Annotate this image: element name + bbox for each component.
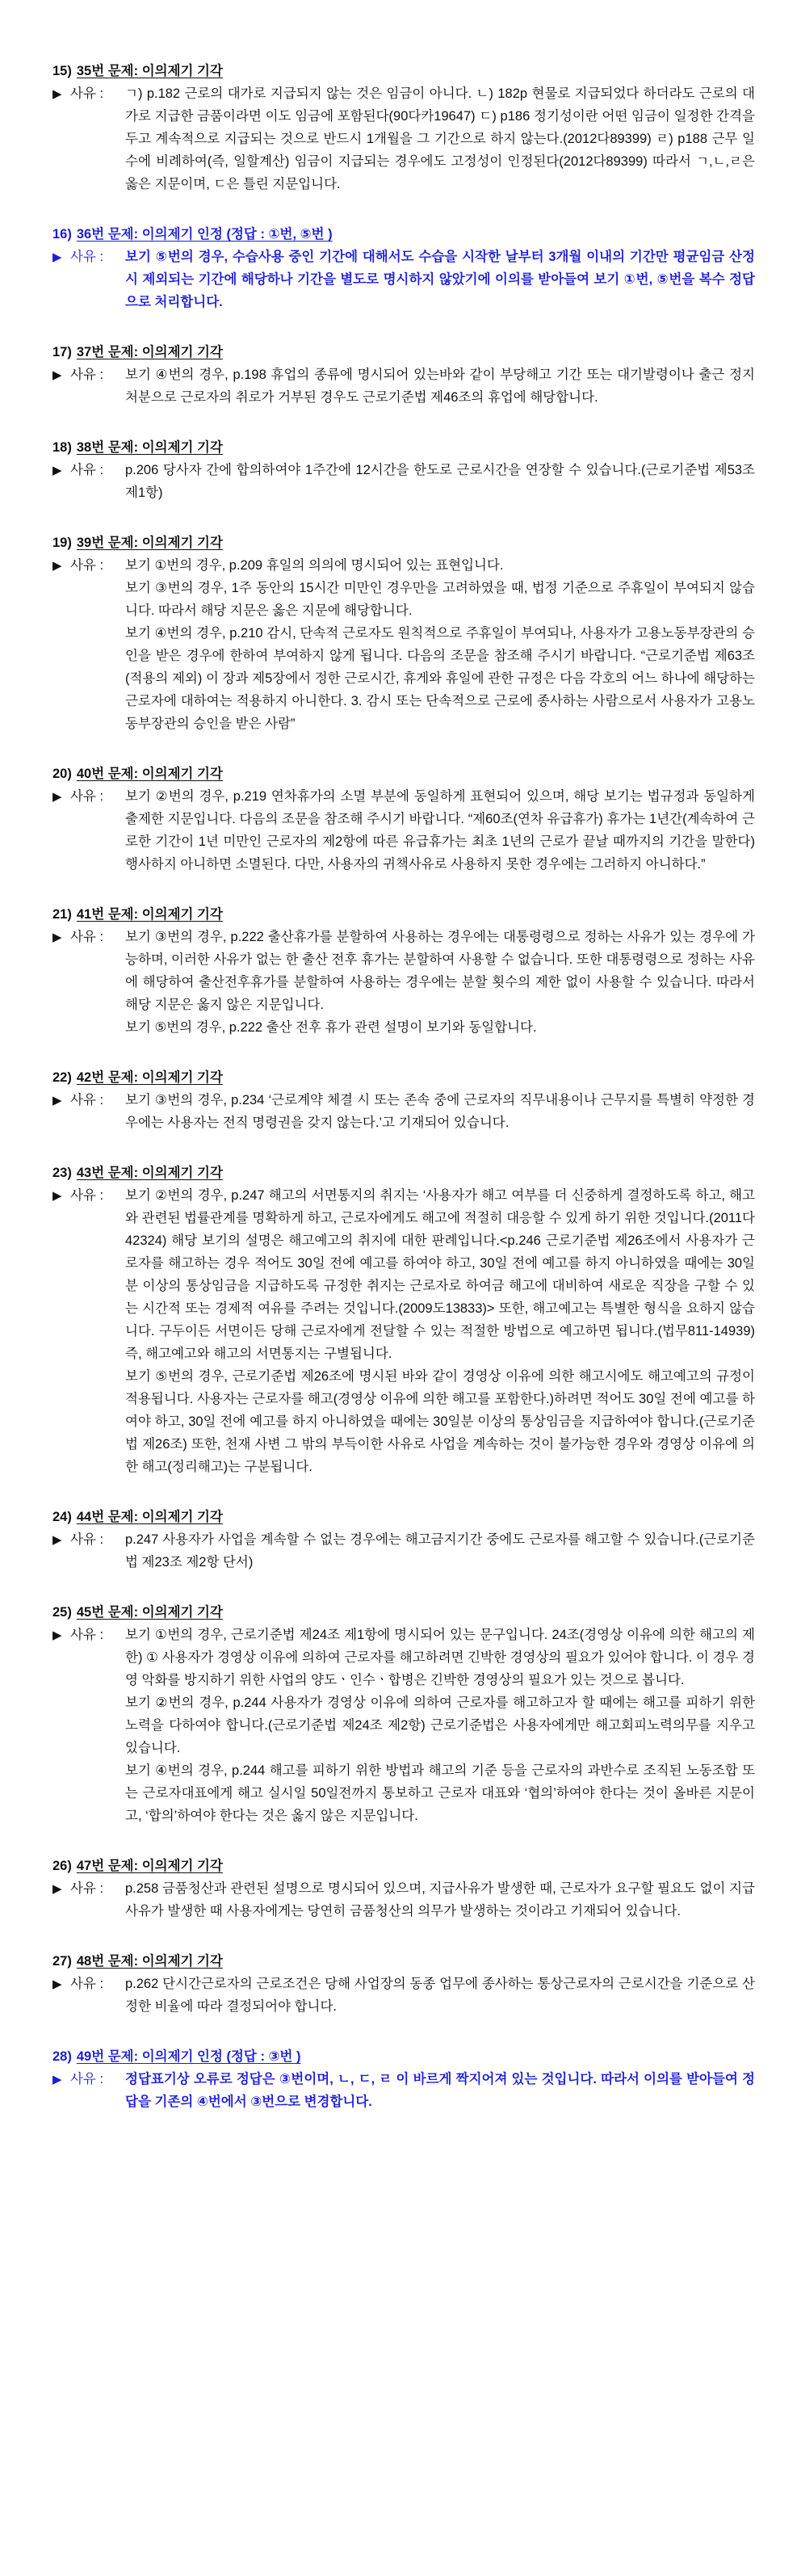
item-number: 28) — [52, 2049, 72, 2064]
reason-content — [125, 1184, 755, 1478]
reason-row — [52, 554, 755, 735]
item-number: 15) — [52, 64, 72, 78]
reason-paragraph: 보기 ①번의 경우, p.209 휴일의 의의에 명시되어 있는 표현입니다. — [125, 558, 504, 573]
reason-label: 사유 : — [70, 930, 104, 944]
reason-paragraph: 보기 ②번의 경우, p.219 연차휴가의 소멸 부분에 동일하게 표현되어 있으며, 해당 보기는 법규정과 동일하게 출제한 지문입니다. 다음의 조문을 참조해 주시기 바랍니다. “제60조(연차 유급휴가) 휴가는 1년간(계속하여 근로한 기간이 1년 미만인 근로자의 제2항에 따른 유급휴가는 최초 1년의 근로가 끝날 때까지의 기간을 말한다) 행사하지 아니하면 소멸된다. 다만, 사용자의 귀책사유로 사용하지 못한 경우에는 그러하지 아니하다.” — [125, 789, 755, 872]
reason-content — [125, 2068, 755, 2113]
reason-content — [125, 1624, 755, 1827]
reason-row — [52, 785, 755, 876]
reason-row — [52, 1877, 755, 1923]
objection-item — [52, 1601, 755, 1827]
triangle-right-icon — [52, 554, 70, 578]
triangle-right-icon — [52, 1877, 70, 1901]
item-title: 47번 문제: 이의제기 기각 — [76, 1859, 223, 1873]
reason-row — [52, 926, 755, 1039]
item-number: 17) — [52, 345, 72, 359]
reason-label: 사유 : — [70, 1188, 104, 1203]
reason-label: 사유 : — [70, 1093, 104, 1107]
reason-paragraph: 보기 ③번의 경우, p.234 ‘근로계약 체결 시 또는 존속 중에 근로자의 직무내용이나 근무지를 특별히 약정한 경우에는 사용자는 전직 명령권을 갖지 않는다.’고 기재되어 있습니다. — [125, 1093, 755, 1130]
reason-row — [52, 363, 755, 409]
reason-content — [125, 554, 755, 735]
item-title: 36번 문제: 이의제기 인정 (정답 : ①번, ⑤번 ) — [76, 227, 333, 242]
objection-item — [52, 903, 755, 1039]
item-header — [52, 1950, 755, 1973]
item-number: 16) — [52, 227, 72, 242]
item-number: 19) — [52, 536, 72, 550]
reason-row — [52, 2068, 755, 2113]
item-title: 44번 문제: 이의제기 기각 — [76, 1510, 223, 1524]
objection-item — [52, 763, 755, 876]
triangle-right-icon — [52, 363, 70, 387]
reason-paragraph: p.247 사용자가 사업을 계속할 수 없는 경우에는 해고금지기간 중에도 근로자를 해고할 수 있습니다.(근로기준법 제23조 제2항 단서) — [125, 1532, 755, 1570]
reason-paragraph: p.206 당사자 간에 합의하여야 1주간에 12시간을 한도로 근로시간을 연장할 수 있습니다.(근로기준법 제53조 제1항) — [125, 463, 755, 500]
triangle-right-icon — [52, 459, 70, 482]
item-title: 40번 문제: 이의제기 기각 — [76, 767, 223, 781]
item-number: 27) — [52, 1954, 72, 1969]
objection-item — [52, 341, 755, 409]
reason-label: 사유 : — [70, 558, 104, 573]
item-header — [52, 763, 755, 785]
reason-content — [125, 1973, 755, 2018]
triangle-right-icon — [52, 785, 70, 809]
item-title: 39번 문제: 이의제기 기각 — [76, 536, 223, 550]
reason-paragraph: 보기 ③번의 경우, 1주 동안의 15시간 미만인 경우만을 고려하였을 때, 법정 기준으로 주휴일이 부여되지 않습니다. 따라서 해당 지문은 옳은 지문에 해당합니다. — [125, 581, 755, 618]
reason-label: 사유 : — [70, 250, 104, 264]
reason-paragraph: 보기 ④번의 경우, p.210 감시, 단속적 근로자도 원칙적으로 주휴일이 부여되나, 사용자가 고용노동부장관의 승인을 받은 경우에 한하여 부여하지 않게 됩니다. 다음의 조문을 참조해 주시기 바랍니다. “근로기준법 제63조 (적용의 제외) 이 장과 제5장에서 정한 근로시간, 휴게와 휴일에 관한 규정은 다음 각호의 어느 하나에 해당하는 근로자에 대하여는 적용하지 아니한다. 3. 감시 또는 단속적으로 근로에 종사하는 사람으로서 사용자가 고용노동부장관의 승인을 받은 사람” — [125, 626, 755, 731]
reason-paragraph: 보기 ②번의 경우, p.244 사용자가 경영상 이유에 의하여 근로자를 해고하고자 할 때에는 해고를 피하기 위한 노력을 다하여야 합니다.(근로기준법 제24조 제2항) 근로기준법은 사용자에게만 해고회피노력의무를 지우고 있습니다. — [125, 1696, 755, 1755]
item-title: 45번 문제: 이의제기 기각 — [76, 1605, 223, 1620]
objection-item — [52, 2045, 755, 2113]
item-number: 20) — [52, 767, 72, 781]
reason-label: 사유 : — [70, 86, 104, 101]
objection-item — [52, 532, 755, 735]
item-header — [52, 532, 755, 554]
reason-content — [125, 785, 755, 876]
item-number: 22) — [52, 1070, 72, 1085]
reason-paragraph: 보기 ④번의 경우, p.244 해고를 피하기 위한 방법과 해고의 기준 등을 근로자의 과반수로 조직된 노동조합 또는 근로자대표에게 해고 실시일 50일전까지 통보하고 근로자 대표와 ‘협의’하여야 한다는 것이 올바른 지문이고, ‘합의’하여야 한다는 것은 옳지 않은 지문입니다. — [125, 1763, 755, 1823]
item-title: 37번 문제: 이의제기 기각 — [76, 345, 223, 359]
reason-label: 사유 : — [70, 1532, 104, 1547]
item-header — [52, 60, 755, 82]
item-number: 23) — [52, 1166, 72, 1180]
reason-label: 사유 : — [70, 1977, 104, 1991]
reason-content — [125, 1877, 755, 1923]
item-number: 25) — [52, 1605, 72, 1620]
reason-label: 사유 : — [70, 463, 104, 477]
triangle-right-icon — [52, 82, 70, 106]
item-number: 21) — [52, 907, 72, 922]
reason-label: 사유 : — [70, 1881, 104, 1896]
reason-paragraph: ㄱ) p.182 근로의 대가로 지급되지 않는 것은 임금이 아니다. ㄴ) 182p 현물로 지급되었다 하더라도 근로의 대가로 지급한 금품이라면 이도 임금에 포함된다(90다카19647) ㄷ) p186 정기성이란 어떤 임금이 일정한 간격을 두고 계속적으로 지급되는 것으로 반드시 1개월을 그 기간으로 하지 않는다.(2012다89399) ㄹ) p188 근무 일수에 비례하여(즉, 일할계산) 임금이 지급되는 경우에도 고정성이 인정된다(2012다89399) 따라서 ㄱ,ㄴ,ㄹ은 옳은 지문이며, ㄷ은 틀린 지문입니다. — [125, 86, 755, 191]
item-header — [52, 1506, 755, 1528]
reason-content — [125, 363, 755, 409]
item-title: 43번 문제: 이의제기 기각 — [76, 1166, 223, 1180]
objection-item — [52, 1506, 755, 1574]
triangle-right-icon — [52, 1973, 70, 1996]
reason-paragraph: 보기 ④번의 경우, p.198 휴업의 종류에 명시되어 있는바와 같이 부당해고 기간 또는 대기발령이나 출근 정지 처분으로 근로자의 취로가 거부된 경우도 근로기준법 제46조의 휴업에 해당합니다. — [125, 368, 755, 405]
item-number: 26) — [52, 1859, 72, 1873]
item-title: 35번 문제: 이의제기 기각 — [76, 64, 223, 78]
item-header — [52, 1162, 755, 1184]
reason-content — [125, 459, 755, 504]
item-header — [52, 2045, 755, 2068]
reason-paragraph: 보기 ②번의 경우, p.247 해고의 서면통지의 취지는 ‘사용자가 해고 여부를 더 신중하게 결정하도록 하고, 해고와 관련된 법률관계를 명확하게 하고, 근로자에게도 해고에 적절히 대응할 수 있게 하기 위한 것입니다.(2011다42324) 해당 보기의 설명은 해고예고의 취지에 대한 판례입니다.<p.246 근로기준법 제26조에서 사용자가 근로자를 해고하는 경우 적어도 30일 전에 예고를 하여야 하고, 30일 전에 예고를 하지 아니하였을 때에는 30일분 이상의 통상임금을 지급하도록 규정한 취지는 근로자로 하여금 해고에 대비하여 새로운 직장을 구할 수 있는 시간적 또는 경제적 여유를 주려는 것입니다.(2009도13833)> 또한, 해고예고는 특별한 형식을 요하지 않습니다. 구두이든 서면이든 당해 근로자에게 전달할 수 있는 적절한 방법으로 예고하면 됩니다.(법무811-14939) 즉, 해고예고와 해고의 서면통지는 구별됩니다. — [125, 1188, 755, 1361]
triangle-right-icon — [52, 1089, 70, 1112]
item-title: 48번 문제: 이의제기 기각 — [76, 1954, 223, 1969]
item-number: 18) — [52, 440, 72, 455]
reason-row — [52, 1973, 755, 2018]
reason-paragraph: 보기 ①번의 경우, 근로기준법 제24조 제1항에 명시되어 있는 문구입니다. 24조(경영상 이유에 의한 해고의 제한) ① 사용자가 경영상 이유에 의하여 근로자를 해고하려면 긴박한 경영상의 필요가 있어야 합니다. 이 경우 경영 악화를 방지하기 위한 사업의 양도ㆍ인수ㆍ합병은 긴박한 경영상의 필요가 있는 것으로 봅니다. — [125, 1628, 755, 1687]
reason-content — [125, 246, 755, 313]
reason-paragraph: 보기 ⑤번의 경우, p.222 출산 전후 휴가 관련 설명이 보기와 동일합니다. — [125, 1020, 537, 1035]
item-header — [52, 1066, 755, 1089]
item-title: 42번 문제: 이의제기 기각 — [76, 1070, 223, 1085]
item-header — [52, 341, 755, 363]
reason-paragraph: 보기 ⑤번의 경우, 근로기준법 제26조에 명시된 바와 같이 경영상 이유에 의한 해고시에도 해고예고의 규정이 적용됩니다. 사용자는 근로자를 해고(경영상 이유에 의한 해고를 포함한다.)하려면 적어도 30일 전에 예고를 하여야 하고, 30일 전에 예고를 하지 아니하였을 때에는 30일분 이상의 통상임금을 지급하여야 합니다.(근로기준법 제26조) 또한, 천재 사변 그 밖의 부득이한 사유로 사업을 계속하는 것이 불가능한 경우와 경영상 이유에 의한 해고(정리해고)는 구분됩니다. — [125, 1369, 755, 1474]
reason-row — [52, 459, 755, 504]
reason-paragraph: p.258 금품청산과 관련된 설명으로 명시되어 있으며, 지급사유가 발생한 때, 근로자가 요구할 필요도 없이 지급사유가 발생한 때 사용자에게는 당연히 금품청산의 의무가 발생하는 것이라고 기재되어 있습니다. — [125, 1881, 755, 1918]
reason-content — [125, 926, 755, 1039]
item-title: 49번 문제: 이의제기 인정 (정답 : ③번 ) — [76, 2049, 301, 2064]
reason-row — [52, 1528, 755, 1574]
item-title: 38번 문제: 이의제기 기각 — [76, 440, 223, 455]
triangle-right-icon — [52, 1184, 70, 1208]
reason-label: 사유 : — [70, 2072, 104, 2086]
objection-item — [52, 223, 755, 313]
reason-paragraph: 보기 ③번의 경우, p.222 출산휴가를 분할하여 사용하는 경우에는 대통령령으로 정하는 사유가 있는 경우에 가능하며, 이러한 사유가 없는 한 출산 전후 휴가는 분할하여 사용할 수 없습니다. 또한 대통령령으로 정하는 사유에 해당하여 출산전후휴가를 분할하여 사용하는 경우에는 분할 횟수의 제한 없이 사용할 수 있습니다. 따라서 해당 지문은 옳지 않은 지문입니다. — [125, 930, 755, 1012]
reason-label: 사유 : — [70, 789, 104, 804]
item-title: 41번 문제: 이의제기 기각 — [76, 907, 223, 922]
objection-item — [52, 1855, 755, 1923]
reason-paragraph: 보기 ⑤번의 경우, 수습사용 중인 기간에 대해서도 수습을 시작한 날부터 3개월 이내의 기간만 평균임금 산정 시 제외되는 기간에 해당하나 기간을 별도로 명시하지 않았기에 이의를 받아들여 보기 ①번, ⑤번을 복수 정답으로 처리합니다. — [125, 250, 755, 309]
item-header — [52, 1855, 755, 1877]
objection-item — [52, 1950, 755, 2018]
reason-content — [125, 1528, 755, 1574]
objection-item — [52, 1066, 755, 1134]
reason-label: 사유 : — [70, 368, 104, 382]
reason-row — [52, 82, 755, 195]
triangle-right-icon — [52, 1624, 70, 1647]
reason-content — [125, 82, 755, 195]
objection-item — [52, 436, 755, 504]
reason-row — [52, 246, 755, 313]
item-header — [52, 1601, 755, 1624]
reason-paragraph: 정답표기상 오류로 정답은 ③번이며, ㄴ, ㄷ, ㄹ 이 바르게 짝지어져 있는 것입니다. 따라서 이의를 받아들여 정답을 기존의 ④번에서 ③번으로 변경합니다. — [125, 2072, 755, 2109]
item-number: 24) — [52, 1510, 72, 1524]
item-header — [52, 903, 755, 926]
reason-content — [125, 1089, 755, 1134]
reason-row — [52, 1184, 755, 1478]
reason-row — [52, 1624, 755, 1827]
item-header — [52, 436, 755, 459]
objection-item — [52, 60, 755, 195]
triangle-right-icon — [52, 926, 70, 949]
reason-paragraph: p.262 단시간근로자의 근로조건은 당해 사업장의 동종 업무에 종사하는 통상근로자의 근로시간을 기준으로 산정한 비율에 따라 결정되어야 합니다. — [125, 1977, 755, 2014]
triangle-right-icon — [52, 246, 70, 269]
triangle-right-icon — [52, 2068, 70, 2091]
objection-item — [52, 1162, 755, 1478]
triangle-right-icon — [52, 1528, 70, 1552]
reason-label: 사유 : — [70, 1628, 104, 1642]
item-header — [52, 223, 755, 246]
reason-row — [52, 1089, 755, 1134]
